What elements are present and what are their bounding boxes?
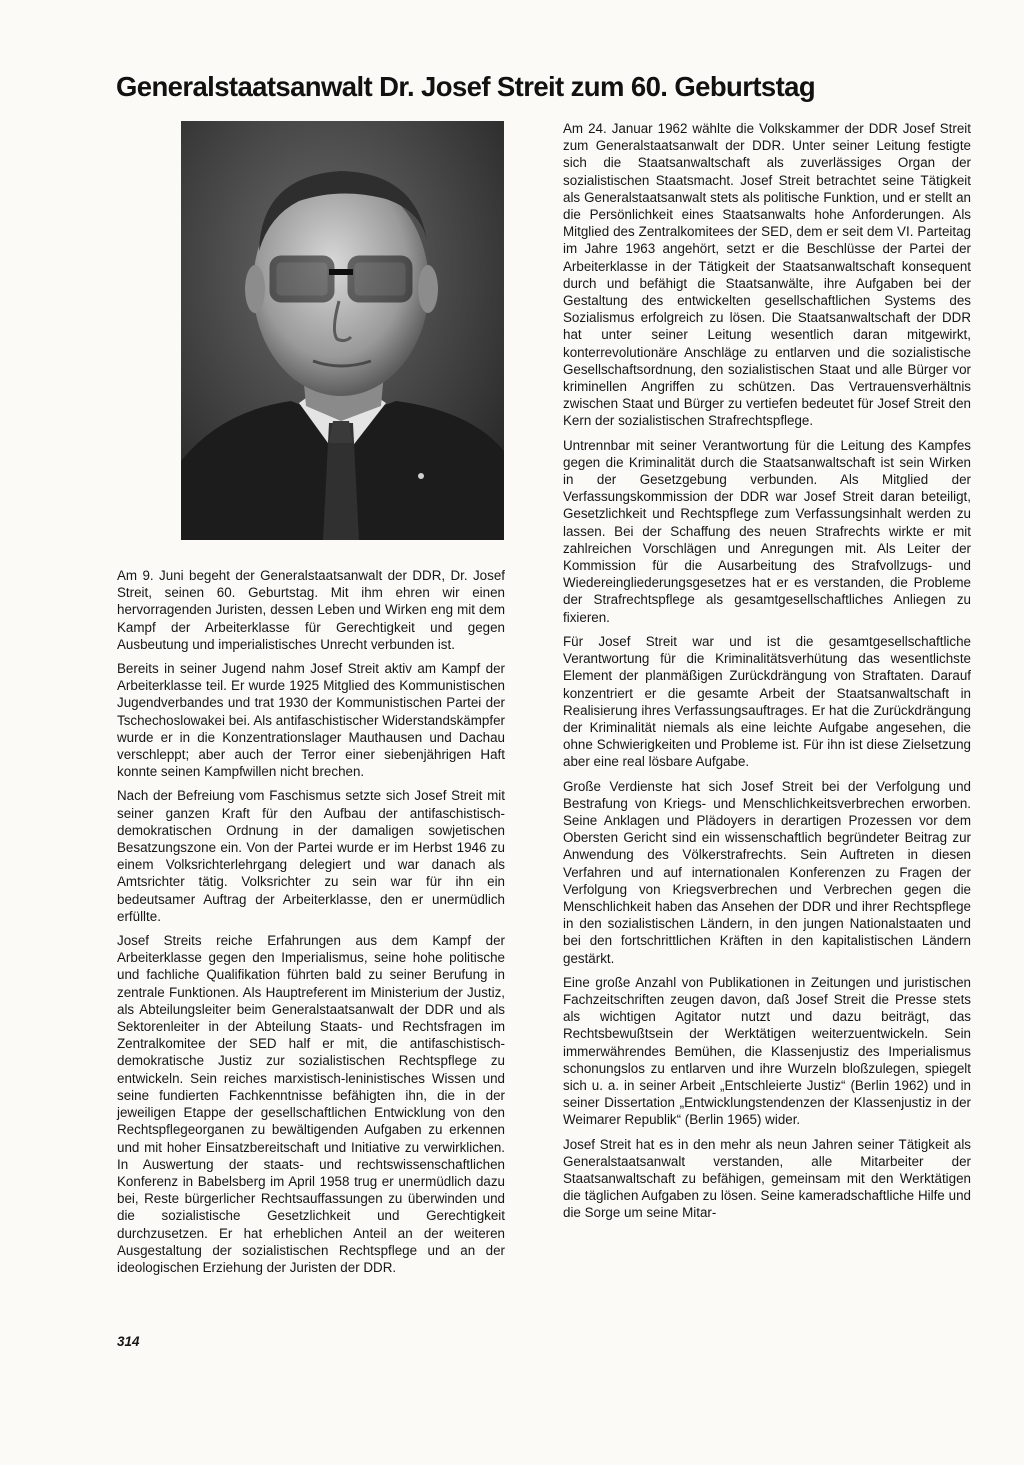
paragraph: Bereits in seiner Jugend nahm Josef Streit aktiv am Kampf der Arbeiterklasse teil. Er wurde 1925 Mitglied des Kommunistischen Jugendverbandes und trat 1930 der Kommunistischen Partei der Tschechoslowakei bei. Als antifaschistischer Widerstandskämpfer wurde er in die Konzentrationslager Mauthausen und Dachau verschleppt; aber auch der Terror einer siebenjährigen Haft konnte seinen Kampfwillen nicht brechen. [117, 661, 505, 780]
portrait-image [181, 121, 504, 540]
paragraph: Für Josef Streit war und ist die gesamtgesellschaftliche Verantwortung für die Kriminalitätsverhütung das wesentlichste Element der planmäßigen Zurückdrängung von Straftaten. Darauf konzentriert er die gesamte Arbeit der Staatsanwaltschaft in Realisierung ihres Verfassungsauftrages. Er hat die Zurückdrängung der Kriminalität niemals als eine leichte Aufgabe angesehen, die ohne Schwierigkeiten und Probleme ist. Für ihn ist diese Zielsetzung aber eine real lösbare Aufgabe. [563, 633, 971, 770]
paragraph: Josef Streit hat es in den mehr als neun Jahren seiner Tätigkeit als Generalstaatsanwalt verstanden, alle Mitarbeiter der Staatsanwaltschaft zu befähigen, gemeinsam mit den Werktätigen die täglichen Aufgaben zu lösen. Seine kameradschaftliche Hilfe und die Sorge um seine Mitar- [563, 1136, 971, 1221]
paragraph: Große Verdienste hat sich Josef Streit bei der Verfolgung und Bestrafung von Kriegs- und Menschlichkeitsverbrechen erworben. Seine Anklagen und Plädoyers in derartigen Prozessen vor dem Obersten Gericht sind ein wissenschaftlich begründeter Beitrag zur Anwendung des Völkerstrafrechts. Sein Auftreten in diesen Verfahren und auf internationalen Konferenzen zu Fragen der Verfolgung von Kriegsverbrechen und Verbrechen gegen die Menschlichkeit haben das Ansehen der DDR und ihrer Rechtspflege in den sozialistischen Ländern, in den jungen Nationalstaaten und bei den fortschrittlichen Kräften in den kapitalistischen Ländern gestärkt. [563, 778, 971, 966]
paragraph: Eine große Anzahl von Publikationen in Zeitungen und juristischen Fachzeitschriften zeugen davon, daß Josef Streit die Presse stets als wichtigen Agitator nutzt und dazu beiträgt, das Rechtsbewußtsein der Werktätigen weiterzuentwickeln. Sein immerwährendes Bemühen, die Klassenjustiz des Imperialismus schonungslos zu entlarven und ihre Wurzeln bloßzulegen, spiegelt sich u. a. in seiner Arbeit „Entschleierte Justiz“ (Berlin 1962) und in seiner Dissertation „Entwicklungstendenzen der Klassenjustiz in der Weimarer Republik“ (Berlin 1965) wider. [563, 974, 971, 1128]
paragraph: Am 24. Januar 1962 wählte die Volkskammer der DDR Josef Streit zum Generalstaatsanwalt der DDR. Unter seiner Leitung festigte sich die Staatsanwaltschaft als zuverlässiges Organ der sozialistischen Staatsmacht. Josef Streit betrachtet seine Tätigkeit als Generalstaatsanwalt stets als politische Funktion, und er stellt an die Persönlichkeit eines Staatsanwalts hohe Anforderungen. Als Mitglied des Zentralkomitees der SED, dem er seit dem VI. Parteitag im Jahre 1963 angehört, setzt er die Beschlüsse der Partei der Arbeiterklasse in der Tätigkeit der Staatsanwaltschaft konsequent durch und befähigt die Staatsanwälte, ihre Aufgaben bei der Gestaltung des entwickelten gesellschaftlichen Systems des Sozialismus erfolgreich zu lösen. Die Staatsanwaltschaft der DDR hat unter seiner Leitung wesentlich daran mitgewirkt, konterrevolutionäre Anschläge zu entlarven und die sozialistische Gesellschaftsordnung, den sozialistischen Staat und alle Bürger vor kriminellen Angriffen zu schützen. Das Vertrauensverhältnis zwischen Staat und Bürger zu vertiefen bedeutet für Josef Streit den Kern der sozialistischen Strafrechtspflege. [563, 121, 971, 429]
paragraph: Josef Streits reiche Erfahrungen aus dem Kampf der Arbeiterklasse gegen den Imperialismus, seine hohe politische und fachliche Qualifikation führten bald zu seiner Berufung in zentrale Funktionen. Als Hauptreferent im Ministerium der Justiz, als Abteilungsleiter beim Generalstaatsanwalt der DDR und als Sektorenleiter in der Abteilung Staats- und Rechtsfragen im Zentralkomitee der SED half er mit, die antifaschistisch-demokratische Justiz zur sozialistischen Rechtspflege zu entwickeln. Sein reiches marxistisch-leninistisches Wissen und seine fundierten Fachkenntnisse befähigten ihn, die in der jeweiligen Etappe der gesellschaftlichen Entwicklung von den Rechtspflegeorganen zu bewältigenden Aufgaben zu erkennen und mit hoher Einsatzbereitschaft und Initiative zu verwirklichen. In Auswertung der staats- und rechtswissenschaftlichen Konferenz in Babelsberg im April 1958 trug er unermüdlich dazu bei, Reste bürgerlicher Rechtsauffassungen zu überwinden und die sozialistische Gesetzlichkeit und Gerechtigkeit durchzusetzen. Er hat erheblichen Anteil an der weiteren Ausgestaltung der sozialistischen Rechtspflege und an der ideologischen Erziehung der Juristen der DDR. [117, 933, 505, 1275]
right-text-column [563, 120, 971, 1229]
left-text-column [117, 567, 505, 1283]
paragraph: Nach der Befreiung vom Faschismus setzte sich Josef Streit mit seiner ganzen Kraft für den Aufbau der antifaschistisch-demokratischen Ordnung in der damaligen sowjetischen Besatzungszone ein. Von der Partei wurde er im Herbst 1946 zu einem Volksrichterlehrgang delegiert und war danach als Amtsrichter tätig. Volksrichter zu sein war für ihn ein bedeutsamer Auftrag der Arbeiterklasse, den er unermüdlich erfüllte. [117, 788, 505, 924]
portrait-photo [181, 121, 504, 540]
article-title: Generalstaatsanwalt Dr. Josef Streit zum 60. Geburtstag [116, 71, 816, 102]
paragraph: Am 9. Juni begeht der Generalstaatsanwalt der DDR, Dr. Josef Streit, seinen 60. Geburtstag. Mit ihm ehren wir einen hervorragenden Juristen, dessen Leben und Wirken eng mit dem Kampf der Arbeiterklasse für Gerechtigkeit und gegen Ausbeutung und imperialistisches Unrecht verbunden ist. [117, 568, 505, 652]
page-number: 314 [117, 1334, 140, 1349]
paragraph: Untrennbar mit seiner Verantwortung für die Leitung des Kampfes gegen die Kriminalität durch die Staatsanwaltschaft ist sein Wirken in der Gesetzgebung verbunden. Als Mitglied der Verfassungskommission der DDR war Josef Streit daran beteiligt, Gesetzlichkeit und Rechtspflege zum Verfassungsinhalt werden zu lassen. Bei der Schaffung des neuen Strafrechts wirkte er mit zahlreichen Vorschlägen und Anregungen mit. Als Leiter der Kommission für die Ausarbeitung des Strafvollzugs- und Wiedereingliederungsgesetzes hat er es verstanden, die Probleme der Strafrechtspflege als gesamtgesellschaftliches Anliegen zu fixieren. [563, 437, 971, 625]
